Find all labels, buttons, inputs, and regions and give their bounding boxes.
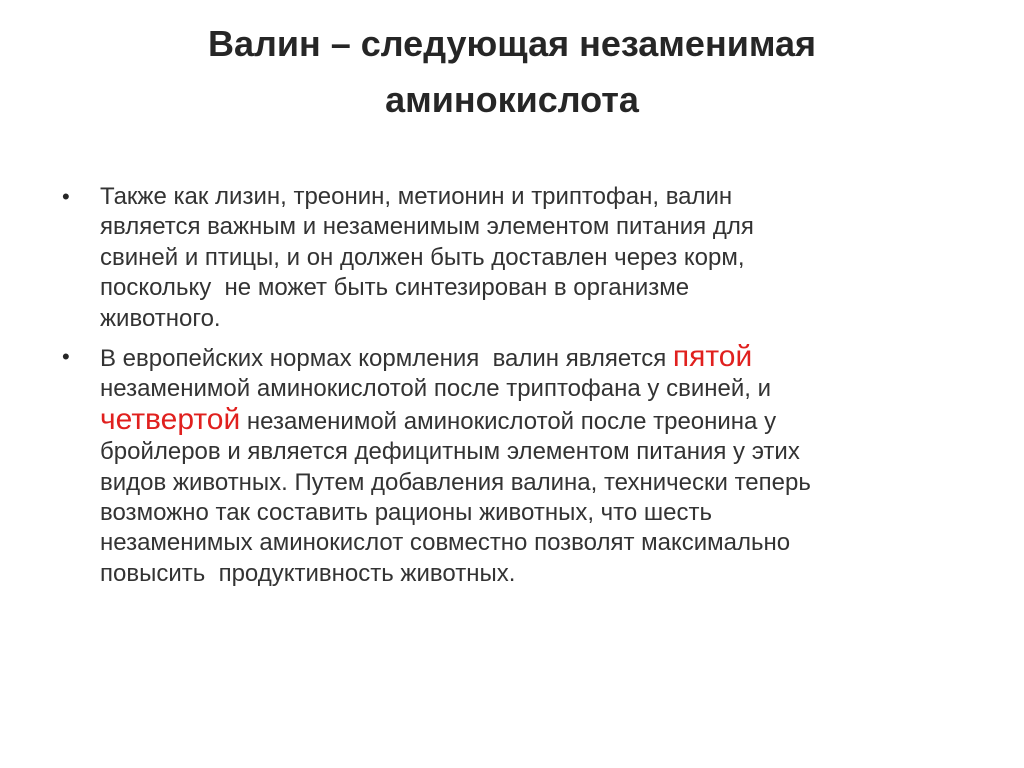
bullet2-line-1 — [100, 342, 962, 374]
bullet2-line-8: повысить продуктивность животных. — [100, 559, 516, 587]
bullet2-line-1-text: В европейских нормах кормления валин является — [100, 345, 673, 373]
bullet1-line-3: свиней и птицы, и он должен быть доставлен через корм, — [100, 243, 745, 271]
bullet-dot-icon: • — [62, 344, 70, 370]
bullet-item-1 — [62, 182, 962, 334]
bullet1-line-5: животного. — [100, 304, 221, 332]
bullet1-line-2: является важным и незаменимым элементом питания для — [100, 213, 754, 241]
bullet2-line-3-text: незаменимой аминокислотой после треонина у — [240, 407, 777, 435]
title-line-1: Валин – следующая незаменимая — [207, 23, 817, 64]
bullet2-line-2: незаменимой аминокислотой после триптофана у свиней, и — [100, 375, 771, 403]
title-line-2: аминокислота — [385, 79, 639, 120]
bullet2-line-7: незаменимых аминокислот совместно позволят максимально — [100, 529, 791, 557]
bullet2-line-3 — [100, 402, 962, 437]
bullet1-line-1: Также как лизин, треонин, метионин и триптофан, валин — [100, 183, 733, 210]
bullet2-line-4: бройлеров и является дефицитным элементом питания у этих — [100, 438, 800, 466]
slide-title — [0, 16, 1024, 128]
bullet-dot-icon: • — [62, 184, 70, 209]
highlight-fifth: пятой — [672, 340, 753, 374]
highlight-fourth: четвертой — [100, 402, 241, 436]
bullet-list — [62, 182, 962, 589]
bullet2-line-5: видов животных. Путем добавления валина, технически теперь — [100, 468, 811, 496]
bullet1-line-4: поскольку не может быть синтезирован в организме — [100, 274, 690, 302]
bullet-item-2 — [62, 342, 962, 589]
bullet2-line-6: возможно так составить рационы животных, что шесть — [100, 499, 713, 527]
